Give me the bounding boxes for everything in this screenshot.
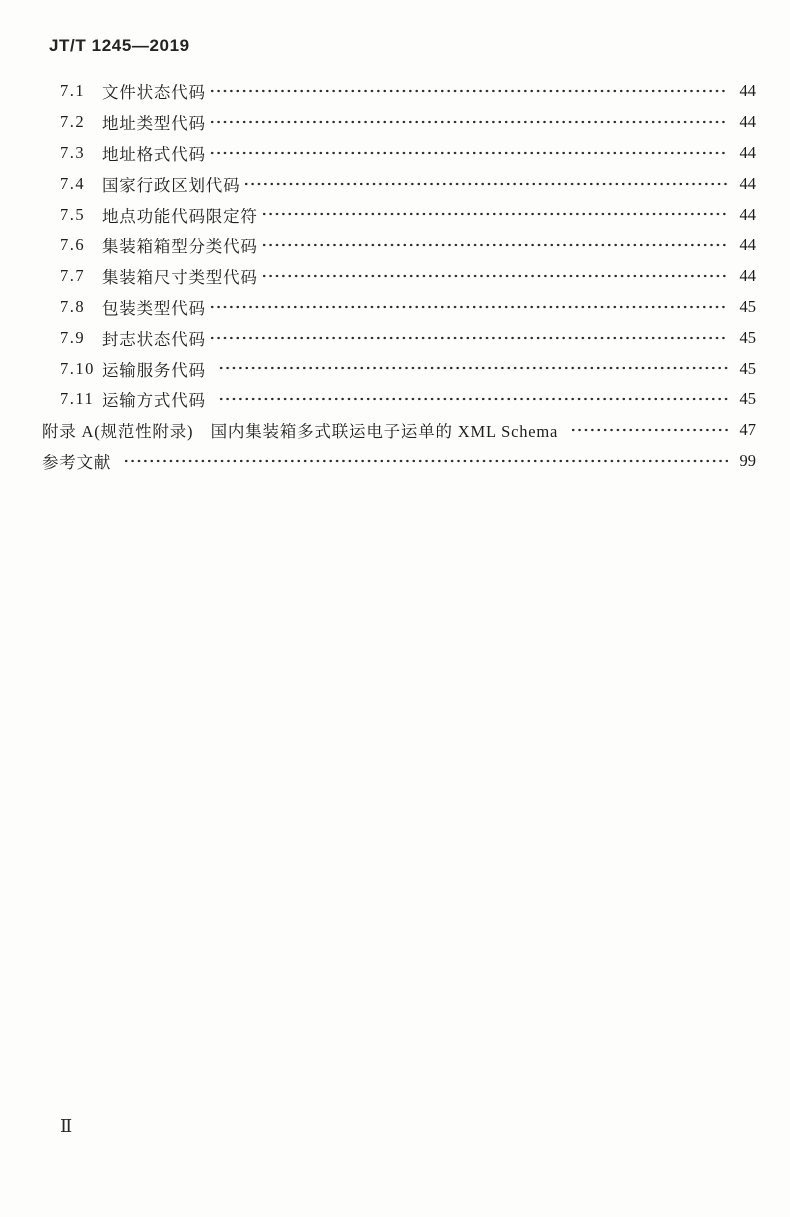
toc-entry-title: 集装箱尺寸类型代码 — [102, 268, 258, 288]
dot-leader — [209, 76, 728, 107]
toc-entry-title: 附录 A(规范性附录) 国内集装箱多式联运电子运单的 XML Schema — [42, 422, 559, 442]
toc-entry-title: 包装类型代码 — [102, 298, 206, 318]
toc-entry-title: 集装箱箱型分类代码 — [102, 237, 258, 257]
toc-entry — [42, 292, 756, 323]
dot-leader — [209, 138, 728, 169]
toc-entry — [42, 353, 756, 384]
dot-leader — [209, 292, 728, 323]
toc-entry-page: 44 — [739, 173, 756, 193]
footer-page-number: Ⅱ — [60, 1116, 73, 1136]
toc-entry — [42, 168, 756, 199]
toc-entry-page: 45 — [739, 389, 756, 409]
dot-leader — [243, 168, 728, 199]
toc-entry-page: 45 — [739, 358, 756, 378]
dot-leader — [123, 446, 728, 477]
toc-entry-page: 44 — [739, 81, 756, 101]
dot-leader — [209, 322, 728, 353]
dot-leader — [261, 261, 728, 292]
page-header — [49, 36, 190, 56]
toc-entry-title: 地点功能代码限定符 — [102, 206, 258, 226]
dot-leader — [570, 415, 728, 446]
toc-entry-references — [42, 446, 756, 477]
standard-number: JT/T 1245—2019 — [49, 36, 190, 55]
toc-entry — [42, 230, 756, 261]
toc-entry — [42, 261, 756, 292]
toc-entry-page: 47 — [739, 420, 756, 440]
toc-entry-number: 7.6 — [60, 235, 86, 255]
dot-leader — [209, 107, 728, 138]
toc-entry-number: 7.1 — [60, 81, 86, 101]
toc-entry-appendix — [42, 415, 756, 446]
toc-entry — [42, 199, 756, 230]
toc-entry-page: 45 — [739, 327, 756, 347]
toc-entry-title: 地址格式代码 — [102, 144, 206, 164]
toc-entry-page: 44 — [739, 266, 756, 286]
toc-entry — [42, 76, 756, 107]
toc-entry — [42, 138, 756, 169]
toc-entry-number: 7.5 — [60, 204, 86, 224]
toc-entry-page: 44 — [739, 142, 756, 162]
toc-entry-number: 7.4 — [60, 173, 86, 193]
toc-entry-page: 45 — [739, 296, 756, 316]
dot-leader — [261, 199, 728, 230]
toc-entry-title: 封志状态代码 — [102, 329, 206, 349]
toc-entry-page: 44 — [739, 112, 756, 132]
toc-entry-number: 7.11 — [60, 389, 95, 409]
toc-entry-title: 地址类型代码 — [102, 114, 206, 134]
toc-entry-title: 运输服务代码 — [102, 360, 206, 380]
toc-entry-title: 文件状态代码 — [102, 83, 206, 103]
toc-entry-page: 44 — [739, 235, 756, 255]
toc-list — [42, 76, 756, 476]
toc-entry — [42, 384, 756, 415]
dot-leader — [218, 353, 728, 384]
toc-entry-page: 99 — [739, 450, 756, 470]
dot-leader — [261, 230, 728, 261]
dot-leader — [218, 384, 728, 415]
page-footer — [60, 1116, 72, 1137]
toc-entry-title: 国家行政区划代码 — [102, 175, 241, 195]
toc-entry-page: 44 — [739, 204, 756, 224]
toc-entry-number: 7.7 — [60, 266, 86, 286]
toc-entry-number: 7.2 — [60, 112, 86, 132]
toc-entry-number: 7.3 — [60, 142, 86, 162]
toc-entry-number: 7.10 — [60, 358, 95, 378]
toc-entry — [42, 322, 756, 353]
toc-entry-title: 运输方式代码 — [102, 391, 206, 411]
toc-entry-number: 7.8 — [60, 296, 86, 316]
toc-entry — [42, 107, 756, 138]
toc-entry-number: 7.9 — [60, 327, 86, 347]
toc-entry-title: 参考文献 — [42, 452, 112, 472]
